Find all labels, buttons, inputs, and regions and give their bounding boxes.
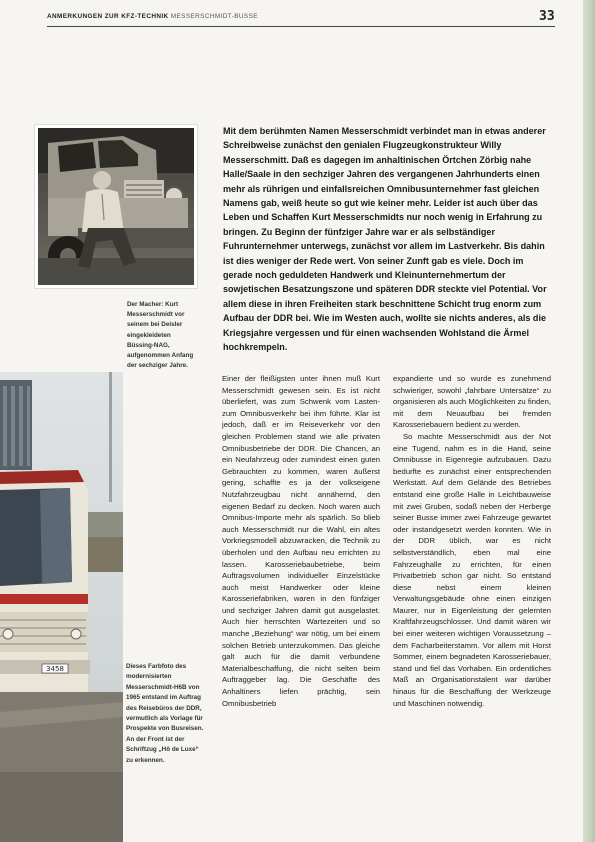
caption-photo-1: Der Macher: Kurt Messerschmidt vor seinem bei Deisler eingekleideten Büssing-NAG, aufgenommen Anfang der sechziger Jahre. [127, 301, 194, 370]
header-kicker: ANMERKUNGEN ZUR KFZ-TECHNIK [47, 13, 169, 20]
color-photo [0, 372, 123, 842]
page-edge [583, 0, 595, 842]
caption-photo-2: Dieses Farbfoto des modernisierten Messerschmidt-H6B von 1965 entstand im Auftrag des Reisebüros der DDR, vermutlich als Vorlage für Prospekte von Busreisen. An der Front ist der Schriftzug „Hô de Luxe“ zu erkennen. [126, 663, 204, 764]
column-2-paragraph-1: expandierte und so wurde es zunehmend schwieriger, sowohl „fahrbare Untersätze“ zu organisieren als auch Möglichkeiten zu finden, mit dem Neuaufbau bei fremden Karosseriebauern bedient zu werden. [393, 374, 551, 430]
photo-bus-h6b [0, 372, 123, 842]
page-number: 33 [539, 9, 555, 24]
running-header [47, 13, 554, 20]
intro-paragraph: Mit dem berühmten Namen Messerschmidt verbindet man in etwas anderer Schreibweise zunächst den genialen Flugzeugkonstrukteur Willy Messerschmitt. Daß es dagegen im anhaltinischen Örtchen Zörbig nahe Halle/Saale in den sechziger Jahren des vergangenen Jahrhunderts einen mehr als rührigen und einfallsreichen Omnibusunternehmer fast gleichen Namens gab, weiß heute so gut wie keiner mehr. Leider ist auch über das Leben und Schaffen Kurt Messerschmidts nur noch wenig in Erfahrung zu bringen. Zu Beginn der fünfziger Jahre war er als selbständiger Fuhrunternehmer unterwegs, zunächst vor allem im Lastverkehr. Bis dahin ist dies weniger der Rede wert. Von seiner Zunft gab es viele. Doch im gerade noch geduldeten Handwerk und Kleinunternehmertum der sowjetischen Besatzungszone und späteren DDR steckte viel Potential. Vor allem diese in ihren Freiheiten stark beschnittene Schicht trug enorm zum Aufbau der DDR bei. Wie im Westen auch, wollte sie nichts anderes, als die Kriegsjahre vergessen und für einen wachsenden Wohlstand die Ärmel hochkrempeln. [223, 126, 547, 353]
header-rule [47, 26, 555, 27]
photo-messerschmidt-truck [35, 125, 197, 288]
body-column-1: Einer der fleißigsten unter ihnen muß Kurt Messerschmidt gewesen sein. Es ist nicht überliefert, was zum Schwenk vom Lasten- zum Omnibusverkehr bei ihm führte. Klar ist jedoch, daß er im Reiseverkehr vor den gleichen Problemen stand wie alle privaten Omnibusbetriebe der DDR. Die Chancen, an ein Neufahrzeug oder zumindest einen guten Gebrauchten zu kommen, waren äußerst gering, schaffte es ja der volkseigene Nutzfahrzeugbau nicht annähernd, den eigenen Bedarf zu decken. Noch waren auch Omnibus-Importe mehr als spärlich. So blieb auch Messerschmidt nur die Wahl, ein altes Vorkriegsmodell abzuwracken, die Technik zu überholen und den Aufbau neu errichten zu lassen. Karosseriebaubetriebe, beim Auftragsvolumen individueller Einzelstücke auch meist Handwerker oder kleine Karosseriefabriken, waren in den fünfziger und sechziger Jahren damit gut ausgelastet. Auch hier herrschten Wartezeiten und so manche „Beziehung“ war nötig, um bei einem solchen Betrieb unterzukommen. Das gleiche galt auch für die damit verbundene Materialbeschaffung, die nicht selten beim Auftraggeber lag. Die Geschäfte des Anhaltiners liefen prächtig, sein Omnibusbetrieb [222, 374, 380, 708]
body-column-2 [393, 373, 551, 709]
bw-photo [38, 128, 194, 285]
bus-license-plate: 3458 [46, 665, 64, 673]
column-2-paragraph-2: So machte Messerschmidt aus der Not eine Tugend, nahm es in die Hand, seine Omnibusse in Eigenregie aufzubauen. Dazu bedurfte es zunächst einer entsprechenden Werkstatt. Auf dem Gelände des Betriebes entstand eine große Halle in Leichtbauweise mit zwei Gruben, sodaß neben der Herberge seiner Busse immer zwei Fahrzeuge gewartet oder instandgesetzt werden konnten. Wie in der DDR üblich, war es nicht selbstverständlich, eben mal eine Fahrzeughalle zu errichten, für einen Privatbetrieb schon gar nicht. So entstand diese nebst einem kleinen Verwaltungsgebäude ohne einen einzigen Maurer, nur in Eigenleistung der gelernten Kraftfahrzeugschlosser. Und damit wären wir bei einer weiteren wichtigen Voraussetzung – dem Facharbeiterstamm. Vor allem mit Horst Sommer, einem begnadeten Karosseriebauer, stand und fiel das Vorhaben. Ein ordentliches Maß an Organisationstalent war darüber hinaus für die Beschaffung der Werkzeuge und Maschinen notwendig. [393, 431, 551, 708]
header-subtitle: MESSERSCHMIDT-BUSSE [170, 13, 258, 20]
